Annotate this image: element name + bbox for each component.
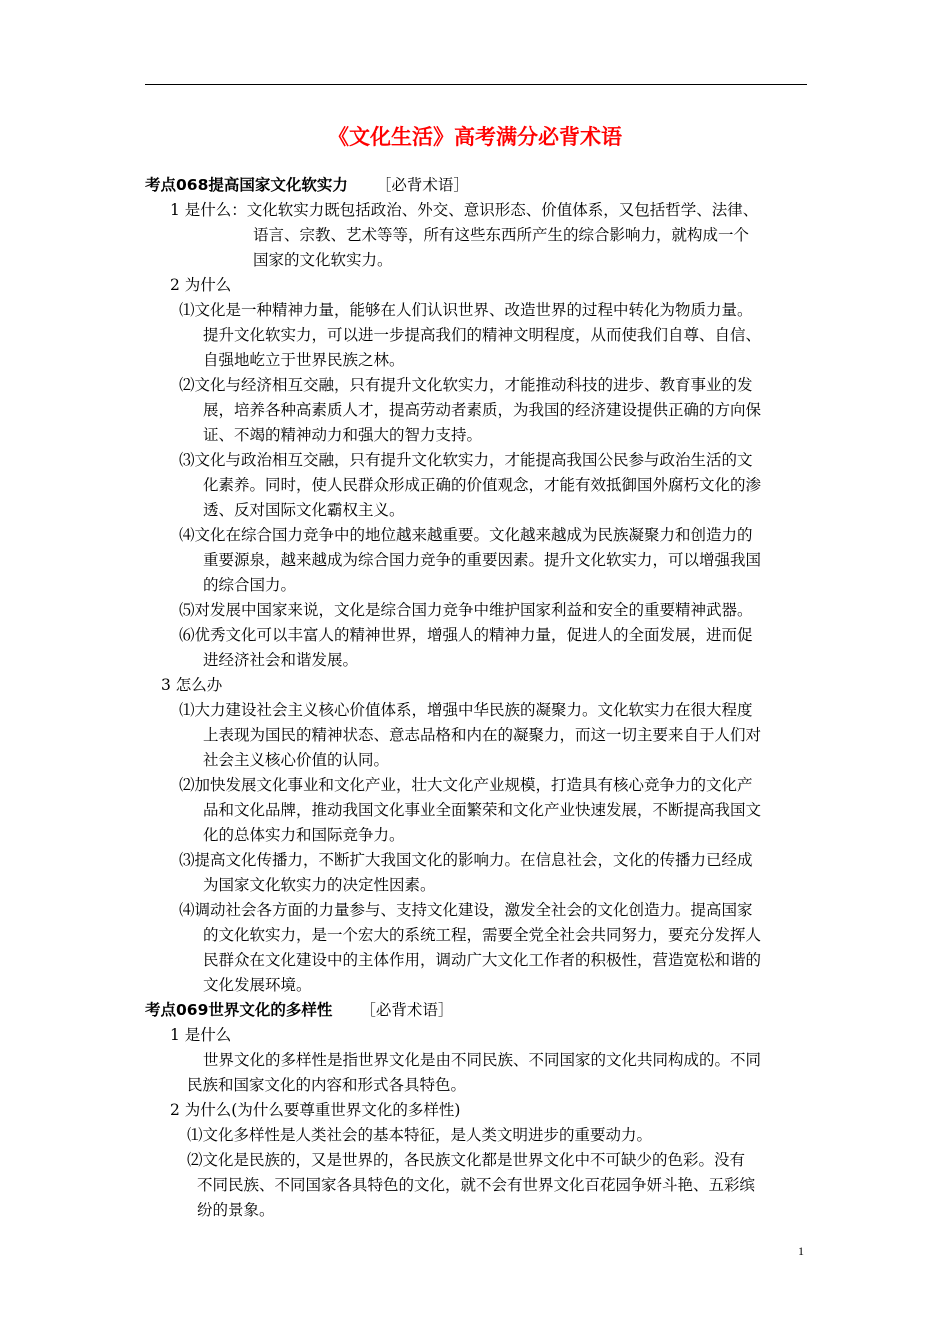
text-line: 2 为什么(为什么要尊重世界文化的多样性) bbox=[170, 1101, 461, 1119]
section-heading-text: 考点068提高国家文化软实力 bbox=[145, 176, 348, 194]
text-line: 不同民族、不同国家各具特色的文化，就不会有世界文化百花园争妍斗艳、五彩缤 bbox=[197, 1176, 756, 1194]
section-heading bbox=[145, 173, 815, 198]
text-line: ⑷文化在综合国力竞争中的地位越来越重要。文化越来越成为民族凝聚力和创造力的 bbox=[179, 526, 753, 544]
text-line: 化素养。同时，使人民群众形成正确的价值观念，才能有效抵御国外腐朽文化的渗 bbox=[203, 476, 762, 494]
text-line: 化的总体实力和国际竞争力。 bbox=[203, 826, 405, 844]
section-tag: ［必背术语］ bbox=[360, 1001, 454, 1019]
text-line: 的综合国力。 bbox=[203, 576, 297, 594]
text-line: 提升文化软实力，可以进一步提高我们的精神文明程度，从而使我们自尊、自信、 bbox=[203, 326, 762, 344]
header-rule bbox=[145, 84, 807, 85]
document-title: 《文化生活》高考满分必背术语 bbox=[328, 125, 622, 149]
text-line: 1 是什么 bbox=[170, 1026, 232, 1044]
text-line: ⑴文化多样性是人类社会的基本特征，是人类文明进步的重要动力。 bbox=[187, 1126, 653, 1144]
text-line: 进经济社会和谐发展。 bbox=[203, 651, 359, 669]
document-body bbox=[145, 173, 815, 1223]
text-line: 文化发展环境。 bbox=[203, 976, 312, 994]
text-line: ⑴文化是一种精神力量，能够在人们认识世界、改造世界的过程中转化为物质力量。 bbox=[179, 301, 753, 319]
text-line: ⑹优秀文化可以丰富人的精神世界，增强人的精神力量，促进人的全面发展，进而促 bbox=[179, 626, 753, 644]
text-line: 重要源泉，越来越成为综合国力竞争的重要因素。提升文化软实力，可以增强我国 bbox=[203, 551, 762, 569]
page-number: 1 bbox=[798, 1244, 804, 1258]
section-heading-text: 考点069世界文化的多样性 bbox=[145, 1001, 333, 1019]
text-line: 2 为什么 bbox=[170, 276, 232, 294]
text-line: 1 是什么：文化软实力既包括政治、外交、意识形态、价值体系，又包括哲学、法律、 bbox=[170, 201, 759, 219]
text-line: ⑵加快发展文化事业和文化产业，壮大文化产业规模，打造具有核心竞争力的文化产 bbox=[179, 776, 753, 794]
text-line: 上表现为国民的精神状态、意志品格和内在的凝聚力，而这一切主要来自于人们对 bbox=[203, 726, 762, 744]
text-line: 纷的景象。 bbox=[197, 1201, 275, 1219]
text-line: 民群众在文化建设中的主体作用，调动广大文化工作者的积极性，营造宽松和谐的 bbox=[203, 951, 762, 969]
section-tag: ［必背术语］ bbox=[375, 176, 469, 194]
text-line: 为国家文化软实力的决定性因素。 bbox=[203, 876, 436, 894]
text-line: ⑶提高文化传播力，不断扩大我国文化的影响力。在信息社会，文化的传播力已经成 bbox=[179, 851, 753, 869]
text-line: 社会主义核心价值的认同。 bbox=[203, 751, 390, 769]
text-line: 透、反对国际文化霸权主义。 bbox=[203, 501, 405, 519]
section-heading bbox=[145, 998, 815, 1023]
text-line: ⑵文化是民族的，又是世界的，各民族文化都是世界文化中不可缺少的色彩。没有 bbox=[187, 1151, 746, 1169]
text-line: ⑴大力建设社会主义核心价值体系，增强中华民族的凝聚力。文化软实力在很大程度 bbox=[179, 701, 753, 719]
text-line: 民族和国家文化的内容和形式各具特色。 bbox=[187, 1076, 467, 1094]
text-line: 品和文化品牌，推动我国文化事业全面繁荣和文化产业快速发展，不断提高我国文 bbox=[203, 801, 762, 819]
text-line: 证、不竭的精神动力和强大的智力支持。 bbox=[203, 426, 483, 444]
text-line: 世界文化的多样性是指世界文化是由不同民族、不同国家的文化共同构成的。不同 bbox=[203, 1051, 762, 1069]
text-line: 3 怎么办 bbox=[161, 676, 223, 694]
text-line: ⑶文化与政治相互交融，只有提升文化软实力，才能提高我国公民参与政治生活的文 bbox=[179, 451, 753, 469]
text-line: ⑷调动社会各方面的力量参与、支持文化建设，激发全社会的文化创造力。提高国家 bbox=[179, 901, 753, 919]
text-line: 展，培养各种高素质人才，提高劳动者素质，为我国的经济建设提供正确的方向保 bbox=[203, 401, 762, 419]
text-line: 语言、宗教、艺术等等，所有这些东西所产生的综合影响力，就构成一个 bbox=[253, 226, 750, 244]
text-line: 自强地屹立于世界民族之林。 bbox=[203, 351, 405, 369]
text-line: 国家的文化软实力。 bbox=[253, 251, 393, 269]
text-line: ⑸对发展中国家来说，文化是综合国力竞争中维护国家利益和安全的重要精神武器。 bbox=[179, 601, 753, 619]
text-line: ⑵文化与经济相互交融，只有提升文化软实力，才能推动科技的进步、教育事业的发 bbox=[179, 376, 753, 394]
text-line: 的文化软实力，是一个宏大的系统工程，需要全党全社会共同努力，要充分发挥人 bbox=[203, 926, 762, 944]
